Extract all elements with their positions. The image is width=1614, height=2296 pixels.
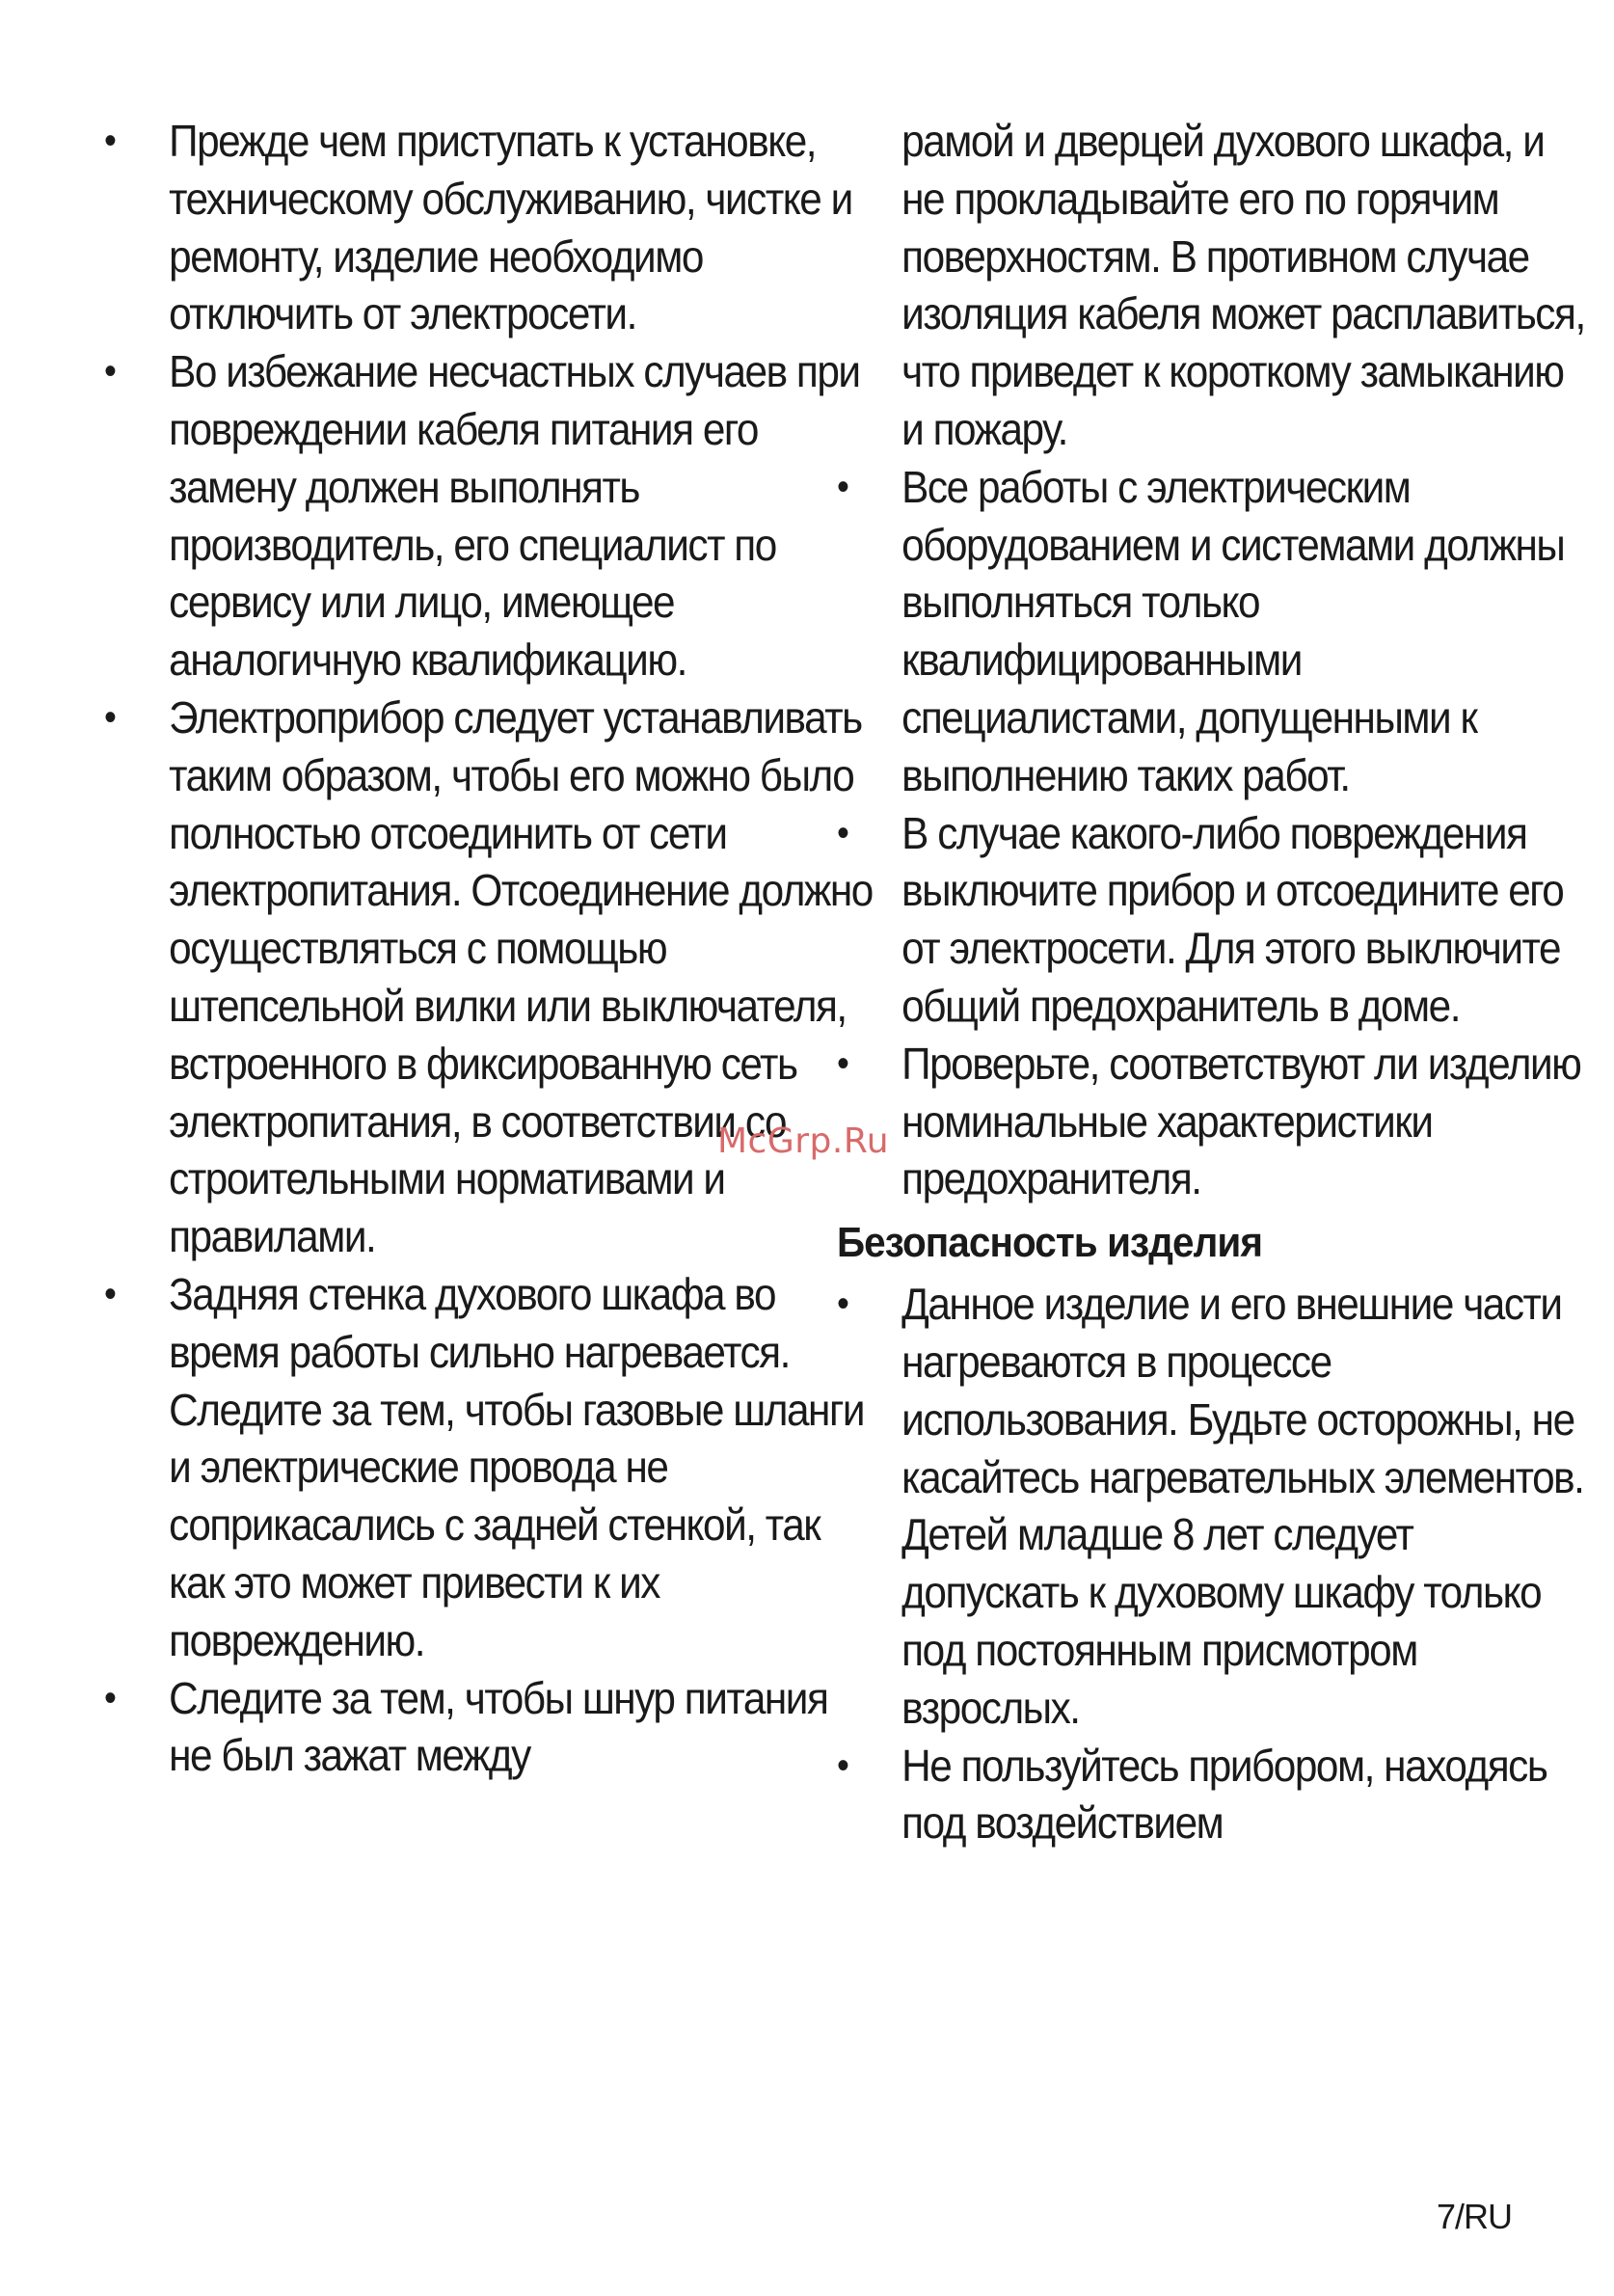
continued-paragraph: рамой и дверцей духового шкафа, и не прокладывайте его по горячим поверхностям. В противном случае изоляция кабеля может расплавиться, что приведет к короткому замыканию и пожару. xyxy=(901,116,1585,454)
list-item-text: Прежде чем приступать к установке, техническому обслуживанию, чистке и ремонту, изделие необходимо отключить от электросети. xyxy=(169,116,852,339)
bullet-icon: • xyxy=(104,120,116,162)
list-item xyxy=(837,1276,1592,1737)
page-number: 7/RU xyxy=(1436,2197,1512,2236)
bullet-icon: • xyxy=(104,695,116,739)
list-item-text: Все работы с электрическим оборудованием и системами должны выполняться только квалифицированными специалистами, допущенными к выполнению таких работ. xyxy=(901,461,1565,800)
list-item xyxy=(837,459,1592,805)
bullet-icon: • xyxy=(837,1283,848,1326)
section-heading: Безопасность изделия xyxy=(837,1219,1263,1267)
list-item xyxy=(104,113,877,343)
list-item xyxy=(837,1738,1592,1853)
left-column xyxy=(104,113,873,1785)
list-item-text: Данное изделие и его внешние части нагреваются в процессе использования. Будьте осторожны, не касайтесь нагревательных элементов. Детей младше 8 лет следует допускать к духовому шкафу только под постоянным присмотром взрослых. xyxy=(901,1279,1584,1733)
list-item-text: Электроприбор следует устанавливать таким образом, чтобы его можно было полностью отсоединить от сети электропитания. Отсоединение должно осуществляться с помощью штепсельной вилки или выключателя, встроенного в фиксированную сеть электропитания, в соответствии со строительными нормативами и правилами. xyxy=(169,691,873,1262)
right-bullet-list xyxy=(837,459,1581,1208)
list-item xyxy=(104,689,877,1266)
watermark: McGrp.Ru xyxy=(717,1121,890,1161)
bullet-icon: • xyxy=(104,1272,116,1315)
bullet-icon: • xyxy=(837,465,848,508)
bullet-icon: • xyxy=(837,1743,848,1787)
right-column xyxy=(837,113,1585,1852)
list-item-text: Проверьте, соответствуют ли изделию номинальные характеристики предохранителя. xyxy=(901,1038,1581,1204)
list-item-text: Следите за тем, чтобы шнур питания не был зажат между xyxy=(169,1672,828,1781)
list-item-text: Задняя стенка духового шкафа во время работы сильно нагревается. Следите за тем, чтобы газовые шланги и электрические провода не соприкасались с задней стенкой, так как это может привести к их повреждению. xyxy=(169,1268,865,1665)
bullet-icon: • xyxy=(837,1041,848,1085)
left-bullet-list xyxy=(104,113,873,1785)
bullet-icon: • xyxy=(104,1676,116,1719)
list-item-text: В случае какого-либо повреждения выключите прибор и отсоедините его от электросети. Для этого выключите общий предохранитель в доме. xyxy=(901,807,1564,1031)
list-item xyxy=(104,1266,877,1670)
safety-bullet-list xyxy=(837,1276,1584,1852)
list-item-text: Во избежание несчастных случаев при повреждении кабеля питания его замену должен выполнять производитель, его специалист по сервису или лицо, имеющее аналогичную квалификацию. xyxy=(169,346,860,686)
list-item xyxy=(104,343,877,689)
list-item-text: Не пользуйтесь прибором, находясь под воздействием xyxy=(901,1740,1547,1849)
list-item xyxy=(104,1670,877,1786)
bullet-icon: • xyxy=(104,350,116,393)
bullet-icon: • xyxy=(837,811,848,854)
list-item xyxy=(837,1036,1592,1208)
list-item xyxy=(837,805,1592,1036)
